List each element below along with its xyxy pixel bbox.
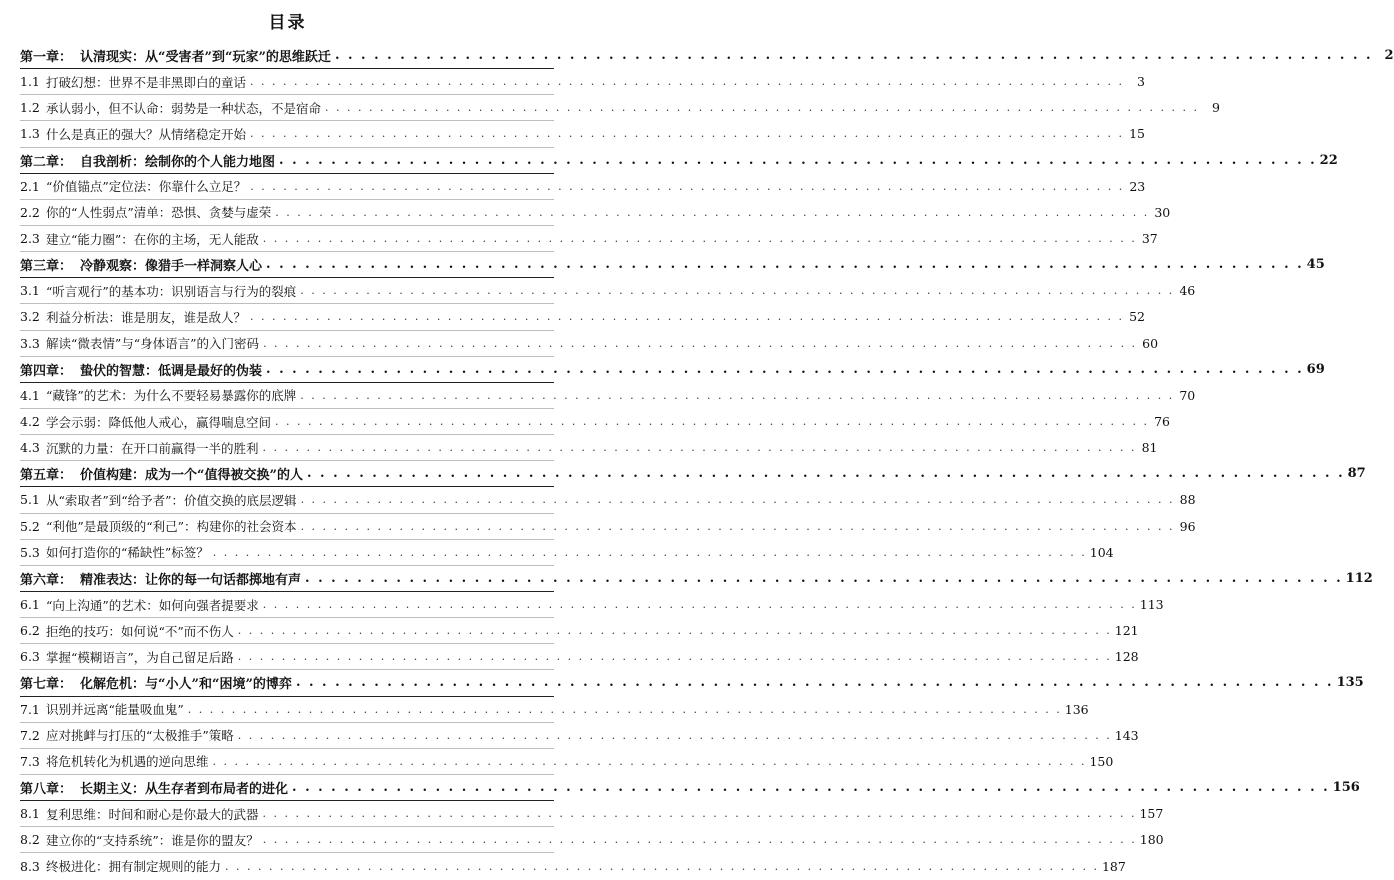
section-number: 2.1 (20, 178, 40, 194)
dot-leader: . . . . . . . . . . . . . . . . . . . . . . . . . . . . . . . . . . . . . . . . . . . . . . . . . . . . . . . . . . . . . . . . . . . . . . . . . . . . . . . . (262, 598, 1137, 612)
toc-section-row[interactable] (20, 540, 1114, 566)
toc-section-row[interactable] (20, 95, 1220, 121)
section-title: 沉默的力量：在开口前赢得一半的胜利 (46, 440, 259, 456)
dot-leader: . . . . . . . . . . . . . . . . . . . . . . . . . . . . . . . . . . . . . . . . . . . . . . . . . . . . . . . . . . . . . . . . . . . . . . . . . . . . . . . . (306, 466, 1345, 482)
dot-leader: . . . . . . . . . . . . . . . . . . . . . . . . . . . . . . . . . . . . . . . . . . . . . . . . . . . . . . . . . . . . . . . . . . . . . . . . . . . . . . . . (250, 127, 1124, 141)
dot-leader: . . . . . . . . . . . . . . . . . . . . . . . . . . . . . . . . . . . . . . . . . . . . . . . . . . . . . . . . . . . . . . . . . . . . . . . . . . . . . . . . (225, 859, 1099, 873)
section-title: 掌握“模糊语言”，为自己留足后路 (46, 649, 234, 665)
page-number: 88 (1179, 492, 1196, 508)
chapter-number: 第四章： (20, 363, 73, 379)
dot-leader: . . . . . . . . . . . . . . . . . . . . . . . . . . . . . . . . . . . . . . . . . . . . . . . . . . . . . . . . . . . . . . . . . . . . . . . . . . . . . . . . (334, 48, 1373, 64)
toc-section-row[interactable] (20, 801, 1164, 827)
toc-section-row[interactable] (20, 749, 1114, 775)
section-title: 你的“人性弱点”清单：恐惧、贪婪与虚荣 (46, 205, 272, 221)
dot-leader: . . . . . . . . . . . . . . . . . . . . . . . . . . . . . . . . . . . . . . . . . . . . . . . . . . . . . . . . . . . . . . . . . . . . . . . . . . . . . . . . (262, 441, 1137, 455)
chapter-title: 价值构建：成为一个“值得被交换”的人 (80, 468, 303, 484)
toc-section-row[interactable] (20, 409, 1170, 435)
section-title: 识别并远离“能量吸血鬼” (46, 702, 184, 718)
page-number: 76 (1154, 414, 1170, 430)
page-number: 112 (1345, 570, 1373, 586)
section-title: 复利思维：时间和耐心是你最大的武器 (46, 806, 259, 822)
page-number: 136 (1064, 701, 1089, 717)
page-number: 113 (1139, 597, 1164, 613)
dot-leader: . . . . . . . . . . . . . . . . . . . . . . . . . . . . . . . . . . . . . . . . . . . . . . . . . . . . . . . . . . . . . . . . . . . . . . . . . . . . . . . . (250, 75, 1124, 89)
dot-leader: . . . . . . . . . . . . . . . . . . . . . . . . . . . . . . . . . . . . . . . . . . . . . . . . . . . . . . . . . . . . . . . . . . . . . . . . . . . . . . . . (212, 545, 1087, 559)
section-number: 4.1 (20, 387, 40, 403)
dot-leader: . . . . . . . . . . . . . . . . . . . . . . . . . . . . . . . . . . . . . . . . . . . . . . . . . . . . . . . . . . . . . . . . . . . . . . . . . . . . . . . . (262, 232, 1137, 246)
section-title: 什么是真正的强大？从情绪稳定开始 (46, 126, 247, 142)
toc-section-row[interactable] (20, 304, 1145, 330)
dot-leader: . . . . . . . . . . . . . . . . . . . . . . . . . . . . . . . . . . . . . . . . . . . . . . . . . . . . . . . . . . . . . . . . . . . . . . . . . . . . . . . . (237, 650, 1112, 664)
page-number: 96 (1179, 518, 1196, 534)
toc-section-row[interactable] (20, 383, 1196, 409)
dot-leader: . . . . . . . . . . . . . . . . . . . . . . . . . . . . . . . . . . . . . . . . . . . . . . . . . . . . . . . . . . . . . . . . . . . . . . . . . . . . . . . . (300, 388, 1175, 402)
section-number: 4.3 (20, 440, 40, 456)
dot-leader: . . . . . . . . . . . . . . . . . . . . . . . . . . . . . . . . . . . . . . . . . . . . . . . . . . . . . . . . . . . . . . . . . . . . . . . . . . . . . . . . (300, 493, 1175, 507)
section-number: 1.1 (20, 74, 40, 90)
section-number: 7.1 (20, 701, 40, 717)
dot-leader: . . . . . . . . . . . . . . . . . . . . . . . . . . . . . . . . . . . . . . . . . . . . . . . . . . . . . . . . . . . . . . . . . . . . . . . . . . . . . . . . (187, 702, 1062, 716)
section-number: 4.2 (20, 414, 40, 430)
chapter-title: 长期主义：从生存者到布局者的进化 (80, 782, 289, 797)
toc-section-row[interactable] (20, 592, 1164, 618)
page-number: 81 (1141, 440, 1158, 456)
chapter-title: 化解危机：与“小人”和“困境”的博弈 (80, 677, 292, 693)
dot-leader: . . . . . . . . . . . . . . . . . . . . . . . . . . . . . . . . . . . . . . . . . . . . . . . . . . . . . . . . . . . . . . . . . . . . . . . . . . . . . . . . (237, 624, 1112, 638)
page-title: 目录 (268, 13, 307, 33)
toc-chapter-row[interactable] (20, 252, 1325, 278)
dot-leader: . . . . . . . . . . . . . . . . . . . . . . . . . . . . . . . . . . . . . . . . . . . . . . . . . . . . . . . . . . . . . . . . . . . . . . . . . . . . . . . . (237, 728, 1112, 742)
section-number: 6.2 (20, 623, 40, 639)
section-title: “价值锚点”定位法：你靠什么立足？ (46, 179, 247, 195)
page-number: 37 (1141, 231, 1158, 247)
section-title: 学会示弱：降低他人戒心，赢得喘息空间 (46, 414, 272, 430)
section-title: 承认弱小，但不认命：弱势是一种状态，不是宿命 (46, 100, 322, 116)
page-number: 9 (1212, 100, 1220, 116)
page-number: 180 (1139, 832, 1164, 848)
toc-section-row[interactable] (20, 723, 1139, 749)
section-title: 建立你的“支持系统”：谁是你的盟友？ (46, 832, 259, 848)
chapter-number: 第七章： (20, 677, 73, 693)
section-title: 将危机转化为机遇的逆向思维 (46, 754, 209, 770)
page-number: 87 (1347, 466, 1366, 482)
section-number: 8.3 (20, 858, 40, 874)
section-title: 终极进化：拥有制定规则的能力 (46, 859, 222, 875)
page-number: 135 (1336, 675, 1364, 691)
section-number: 2.3 (20, 231, 40, 247)
section-number: 1.3 (20, 126, 40, 142)
dot-leader: . . . . . . . . . . . . . . . . . . . . . . . . . . . . . . . . . . . . . . . . . . . . . . . . . . . . . . . . . . . . . . . . . . . . . . . . . . . . . . . . (266, 257, 1304, 273)
toc-section-row[interactable] (20, 827, 1164, 853)
chapter-title: 精准表达：让你的每一句话都掷地有声 (80, 572, 302, 588)
section-number: 7.2 (20, 727, 40, 743)
toc-chapter-row[interactable] (20, 148, 1338, 174)
dot-leader: . . . . . . . . . . . . . . . . . . . . . . . . . . . . . . . . . . . . . . . . . . . . . . . . . . . . . . . . . . . . . . . . . . . . . . . . . . . . . . . . (262, 807, 1137, 821)
chapter-title: 认清现实：从“受害者”到“玩家”的思维跃迁 (80, 50, 331, 66)
section-number: 2.2 (20, 204, 40, 220)
section-title: 应对挑衅与打压的“太极推手”策略 (46, 728, 234, 744)
page-number: 60 (1142, 335, 1159, 351)
section-number: 5.1 (20, 492, 40, 508)
dot-leader: . . . . . . . . . . . . . . . . . . . . . . . . . . . . . . . . . . . . . . . . . . . . . . . . . . . . . . . . . . . . . . . . . . . . . . . . . . . . . . . . (266, 361, 1304, 377)
section-title: “向上沟通”的艺术：如何向强者提要求 (46, 597, 259, 613)
page-number: 128 (1114, 649, 1139, 665)
toc-section-row[interactable] (20, 435, 1158, 461)
dot-leader: . . . . . . . . . . . . . . . . . . . . . . . . . . . . . . . . . . . . . . . . . . . . . . . . . . . . . . . . . . . . . . . . . . . . . . . . . . . . . . . . (292, 780, 1330, 795)
toc-section-row[interactable] (20, 121, 1145, 147)
toc-section-row[interactable] (20, 644, 1139, 670)
section-number: 3.2 (20, 309, 40, 325)
section-title: “利他”是最顶级的“利己”：构建你的社会资本 (46, 519, 297, 535)
page-number: 121 (1114, 623, 1139, 639)
page-number: 45 (1306, 257, 1325, 273)
section-title: 利益分析法：谁是朋友，谁是敌人？ (46, 309, 247, 325)
section-number: 6.1 (20, 597, 40, 613)
section-title: 拒绝的技巧：如何说“不”而不伤人 (46, 623, 234, 639)
toc-chapter-row[interactable] (20, 357, 1325, 383)
toc-section-row[interactable] (20, 331, 1159, 357)
dot-leader: . . . . . . . . . . . . . . . . . . . . . . . . . . . . . . . . . . . . . . . . . . . . . . . . . . . . . . . . . . . . . . . . . . . . . . . . . . . . . . . . (295, 675, 1334, 691)
page-number: 150 (1089, 753, 1114, 769)
chapter-number: 第六章： (20, 572, 73, 588)
section-title: 建立“能力圈”：在你的主场，无人能敌 (46, 231, 259, 247)
dot-leader: . . . . . . . . . . . . . . . . . . . . . . . . . . . . . . . . . . . . . . . . . . . . . . . . . . . . . . . . . . . . . . . . . . . . . . . . . . . . . . . . (300, 519, 1175, 533)
chapter-title: 自我剖析：绘制你的个人能力地图 (80, 154, 276, 170)
toc-chapter-row[interactable] (20, 775, 1360, 801)
page-number: 3 (1137, 74, 1145, 90)
section-number: 8.2 (20, 832, 40, 848)
dot-leader: . . . . . . . . . . . . . . . . . . . . . . . . . . . . . . . . . . . . . . . . . . . . . . . . . . . . . . . . . . . . . . . . . . . . . . . . . . . . . . . . (275, 415, 1149, 429)
toc-section-row[interactable] (20, 226, 1158, 252)
toc-list (20, 43, 1394, 880)
dot-leader: . . . . . . . . . . . . . . . . . . . . . . . . . . . . . . . . . . . . . . . . . . . . . . . . . . . . . . . . . . . . . . . . . . . . . . . . . . . . . . . . (305, 570, 1343, 586)
toc-section-row[interactable] (20, 278, 1196, 304)
chapter-number: 第八章： (20, 782, 73, 797)
page-number: 52 (1129, 309, 1145, 325)
page-number: 157 (1139, 806, 1164, 822)
page-number: 156 (1332, 780, 1360, 795)
section-number: 5.3 (20, 544, 40, 560)
section-number: 1.2 (20, 100, 40, 116)
toc-section-row[interactable] (20, 200, 1171, 226)
page-number: 70 (1179, 387, 1196, 403)
dot-leader: . . . . . . . . . . . . . . . . . . . . . . . . . . . . . . . . . . . . . . . . . . . . . . . . . . . . . . . . . . . . . . . . . . . . . . . . . . . . . . . . (300, 284, 1175, 298)
chapter-title: 冷静观察：像猎手一样洞察人心 (80, 259, 263, 275)
toc-chapter-row[interactable] (20, 566, 1373, 592)
section-number: 7.3 (20, 753, 40, 769)
chapter-title: 蛰伏的智慧：低调是最好的伪装 (80, 363, 263, 379)
dot-leader: . . . . . . . . . . . . . . . . . . . . . . . . . . . . . . . . . . . . . . . . . . . . . . . . . . . . . . . . . . . . . . . . . . . . . . . . . . . . . . . . (250, 310, 1124, 324)
chapter-number: 第二章： (20, 154, 73, 170)
page-number: 15 (1129, 126, 1145, 142)
toc-section-row[interactable] (20, 174, 1146, 200)
dot-leader: . . . . . . . . . . . . . . . . . . . . . . . . . . . . . . . . . . . . . . . . . . . . . . . . . . . . . . . . . . . . . . . . . . . . . . . . . . . . . . . . (212, 754, 1087, 768)
toc-section-row[interactable] (20, 514, 1196, 540)
page-number: 23 (1129, 178, 1146, 194)
toc-chapter-row[interactable] (20, 43, 1394, 69)
chapter-number: 第五章： (20, 468, 73, 484)
section-title: “藏锋”的艺术：为什么不要轻易暴露你的底牌 (46, 388, 297, 404)
dot-leader: . . . . . . . . . . . . . . . . . . . . . . . . . . . . . . . . . . . . . . . . . . . . . . . . . . . . . . . . . . . . . . . . . . . . . . . . . . . . . . . . (262, 833, 1137, 847)
section-number: 3.3 (20, 335, 40, 351)
page-number: 69 (1306, 361, 1325, 377)
section-number: 5.2 (20, 518, 40, 534)
toc-section-row[interactable] (20, 853, 1126, 879)
dot-leader: . . . . . . . . . . . . . . . . . . . . . . . . . . . . . . . . . . . . . . . . . . . . . . . . . . . . . . . . . . . . . . . . . . . . . . . . . . . . . . . . (275, 205, 1150, 219)
page-number: 143 (1114, 727, 1139, 743)
chapter-number: 第三章： (20, 259, 73, 275)
toc-section-row[interactable] (20, 697, 1089, 723)
section-title: 如何打造你的“稀缺性”标签？ (46, 545, 209, 561)
section-title: 解读“微表情”与“身体语言”的入门密码 (46, 336, 260, 352)
toc-section-row[interactable] (20, 69, 1145, 95)
toc-section-row[interactable] (20, 618, 1139, 644)
dot-leader: . . . . . . . . . . . . . . . . . . . . . . . . . . . . . . . . . . . . . . . . . . . . . . . . . . . . . . . . . . . . . . . . . . . . . . . . . . . . . . . . (250, 179, 1125, 193)
dot-leader: . . . . . . . . . . . . . . . . . . . . . . . . . . . . . . . . . . . . . . . . . . . . . . . . . . . . . . . . . . . . . . . . . . . . . . . . . . . . . . . . (279, 152, 1317, 168)
page-number: 2 (1384, 48, 1394, 64)
section-number: 3.1 (20, 283, 40, 299)
section-title: 从“索取者”到“给予者”：价值交换的底层逻辑 (46, 492, 297, 508)
toc-chapter-row[interactable] (20, 461, 1366, 487)
page-number: 22 (1319, 152, 1338, 168)
section-title: 打破幻想：世界不是非黑即白的童话 (46, 74, 247, 90)
section-number: 8.1 (20, 806, 40, 822)
page-number: 30 (1154, 204, 1171, 220)
dot-leader: . . . . . . . . . . . . . . . . . . . . . . . . . . . . . . . . . . . . . . . . . . . . . . . . . . . . . . . . . . . . . . . . . . . . . . . . . . . . . . . . (263, 336, 1138, 350)
page-number: 46 (1179, 283, 1196, 299)
toc-section-row[interactable] (20, 487, 1196, 513)
page-number: 104 (1089, 544, 1114, 560)
dot-leader: . . . . . . . . . . . . . . . . . . . . . . . . . . . . . . . . . . . . . . . . . . . . . . . . . . . . . . . . . . . . . . . . . . . . . . . . . . . . . . . . (325, 101, 1199, 115)
page-number: 187 (1101, 858, 1126, 874)
chapter-number: 第一章： (20, 50, 73, 66)
section-number: 6.3 (20, 649, 40, 665)
toc-chapter-row[interactable] (20, 670, 1364, 696)
section-title: “听言观行”的基本功：识别语言与行为的裂痕 (46, 283, 297, 299)
